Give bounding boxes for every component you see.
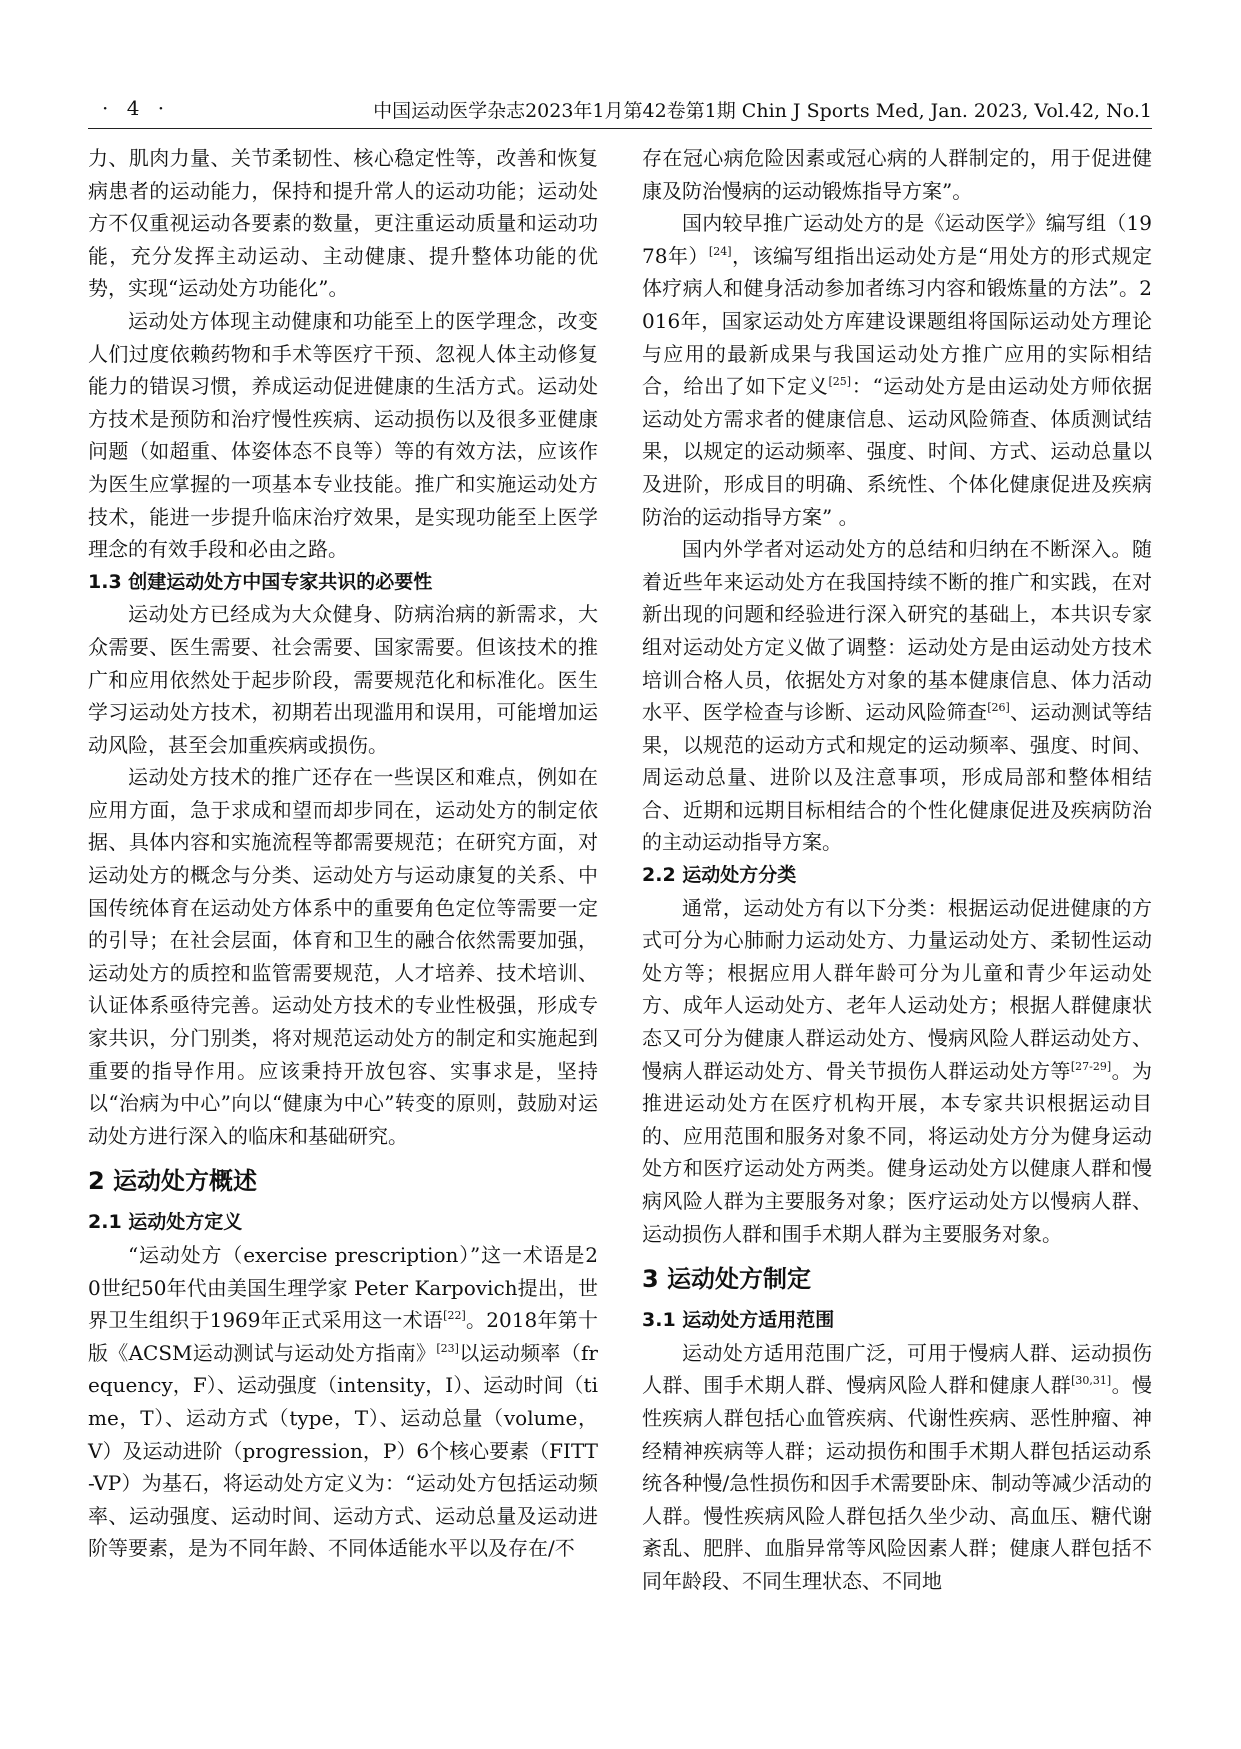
paragraph: 运动处方已经成为大众健身、防病治病的新需求，大众需要、医生需要、社会需要、国家需要。但该技术的推广和应用依然处于起步阶段，需要规范化和标准化。医生学习运动处方技术，初期若出现滥用和误用，可能增加运动风险，甚至会加重疾病或损伤。 (88, 602, 598, 757)
paragraph (642, 1337, 1152, 1598)
section-heading-2-1: 2.1 运动处方定义 (88, 1211, 243, 1234)
section-heading-3-1: 3.1 运动处方适用范围 (642, 1309, 835, 1332)
text-run: 。2018年第十版《ACSM运动测试与运动处方指南》 (88, 1308, 598, 1365)
text-run: 运动处方适用范围广泛，可用于慢病人群、运动损伤人群、围手术期人群、慢病风险人群和健康人群 (642, 1340, 1152, 1398)
paragraph: 力、肌肉力量、关节柔韧性、核心稳定性等，改善和恢复病患者的运动能力，保持和提升常人的运动功能；运动处方不仅重视运动各要素的数量，更注重运动质量和运动功能，充分发挥主动运动、主动健康、提升整体功能的优势，实现“运动处方功能化”。 (88, 146, 598, 301)
journal-citation: 中国运动医学杂志2023年1月第42卷第1期 Chin J Sports Med, Jan. 2023, Vol.42, No.1 (373, 100, 1152, 122)
right-column (642, 142, 1152, 1598)
citation-ref: [22] (443, 1309, 466, 1323)
paragraph (88, 1239, 598, 1565)
page-number: · 4 · (102, 96, 171, 120)
citation-ref: [26] (987, 701, 1010, 715)
citation-ref: [23] (436, 1341, 459, 1355)
text-run: 以运动频率（frequency，F）、运动强度（intensity，I）、运动时间（time，T）、运动方式（type，T）、运动总量（volume，V）及运动进阶（progression，P）6个核心要素（FITT-VP）为基石，将运动处方定义为：“运动处方包括运动频率、运动强度、运动时间、运动方式、运动总量及运动进阶等要素，是为不同年龄、不同体适能水平以及存在/不 (88, 1340, 598, 1561)
paragraph (642, 533, 1152, 859)
text-run: 、运动测试等结果，以规范的运动方式和规定的运动频率、强度、时间、周运动总量、进阶以及注意事项，形成局部和整体相结合、近期和远期目标相结合的个性化健康促进及疾病防治的主动运动指导方案。 (642, 700, 1153, 855)
citation-ref: [30,31] (1071, 1374, 1112, 1388)
paragraph: 存在冠心病危险因素或冠心病的人群制定的，用于促进健康及防治慢病的运动锻炼指导方案”。 (642, 146, 1152, 203)
section-heading-3: 3 运动处方制定 (642, 1265, 812, 1294)
paragraph (642, 892, 1152, 1251)
citation-ref: [24] (708, 244, 732, 258)
section-heading-1-3: 1.3 创建运动处方中国专家共识的必要性 (88, 570, 433, 593)
text-run: ，该编写组指出运动处方是“用处方的形式规定体疗病人和健身活动参加者练习内容和锻炼量的方法”。2016年，国家运动处方库建设课题组将国际运动处方理论与应用的最新成果与我国运动处方推广应用的实际相结合，给出了如下定义 (642, 243, 1152, 399)
text-run: 。为推进运动处方在医疗机构开展，本专家共识根据运动目的、应用范围和服务对象不同，将运动处方分为健身运动处方和医疗运动处方两类。健身运动处方以健康人群和慢病风险人群为主要服务对象；医疗运动处方以慢病人群、运动损伤人群和围手术期人群为主要服务对象。 (642, 1058, 1152, 1246)
left-column (88, 142, 598, 1565)
text-run: “运动处方（exercise prescription）”这一术语是20世纪50年代由美国生理学家 Peter Karpovich提出，世界卫生组织于1969年正式采用这一术语 (88, 1243, 598, 1333)
citation-ref: [27-29] (1070, 1059, 1112, 1073)
text-run: 国内外学者对运动处方的总结和归纳在不断深入。随着近些年来运动处方在我国持续不断的推广和实践，在对新出现的问题和经验进行深入研究的基础上，本共识专家组对运动处方定义做了调整：运动处方是由运动处方技术培训合格人员，依据处方对象的基本健康信息、体力活动水平、医学检查与诊断、运动风险筛查 (642, 537, 1152, 725)
paragraph (642, 207, 1152, 533)
text-run: 。慢性疾病人群包括心血管疾病、代谢性疾病、恶性肿瘤、神经精神疾病等人群；运动损伤和围手术期人群包括运动系统各种慢/急性损伤和因手术需要卧床、制动等减少活动的人群。慢性疾病风险人群包括久坐少动、高血压、糖代谢紊乱、肥胖、血脂异常等风险因素人群；健康人群包括不同年龄段、不同生理状态、不同地 (642, 1373, 1153, 1593)
running-header (88, 88, 1152, 129)
text-run: 国内较早推广运动处方的是《运动医学》编写组（1978年） (642, 211, 1152, 268)
section-heading-2: 2 运动处方概述 (88, 1167, 258, 1196)
paragraph: 运动处方体现主动健康和功能至上的医学理念，改变人们过度依赖药物和手术等医疗干预、忽视人体主动修复能力的错误习惯，养成运动促进健康的生活方式。运动处方技术是预防和治疗慢性疾病、运动损伤以及很多亚健康问题（如超重、体姿体态不良等）等的有效方法，应该作为医生应掌握的一项基本专业技能。推广和实施运动处方技术，能进一步提升临床治疗效果，是实现功能至上医学理念的有效手段和必由之路。 (88, 308, 598, 562)
paragraph: 运动处方技术的推广还存在一些误区和难点，例如在应用方面，急于求成和望而却步同在，运动处方的制定依据、具体内容和实施流程等都需要规范；在研究方面，对运动处方的概念与分类、运动处方与运动康复的关系、中国传统体育在运动处方体系中的重要角色定位等需要一定的引导；在社会层面，体育和卫生的融合依然需要加强，运动处方的质控和监管需要规范，人才培养、技术培训、认证体系亟待完善。运动处方技术的专业性极强，形成专家共识，分门别类，将对规范运动处方的制定和实施起到重要的指导作用。应该秉持开放包容、实事求是，坚持以“治病为中心”向以“健康为中心”转变的原则，鼓励对运动处方进行深入的临床和基础研究。 (88, 765, 598, 1148)
text-run: ：“运动处方是由运动处方师依据运动处方需求者的健康信息、运动风险筛查、体质测试结果，以规定的运动频率、强度、时间、方式、运动总量以及进阶，形成目的明确、系统性、个体化健康促进及疾病防治的运动指导方案” 。 (642, 374, 1153, 529)
section-heading-2-2: 2.2 运动处方分类 (642, 864, 797, 887)
text-run: 通常，运动处方有以下分类：根据运动促进健康的方式可分为心肺耐力运动处方、力量运动处方、柔韧性运动处方等；根据应用人群年龄可分为儿童和青少年运动处方、成年人运动处方、老年人运动处方；根据人群健康状态又可分为健康人群运动处方、慢病风险人群运动处方、慢病人群运动处方、骨关节损伤人群运动处方等 (642, 895, 1152, 1083)
citation-ref: [25] (828, 375, 852, 389)
